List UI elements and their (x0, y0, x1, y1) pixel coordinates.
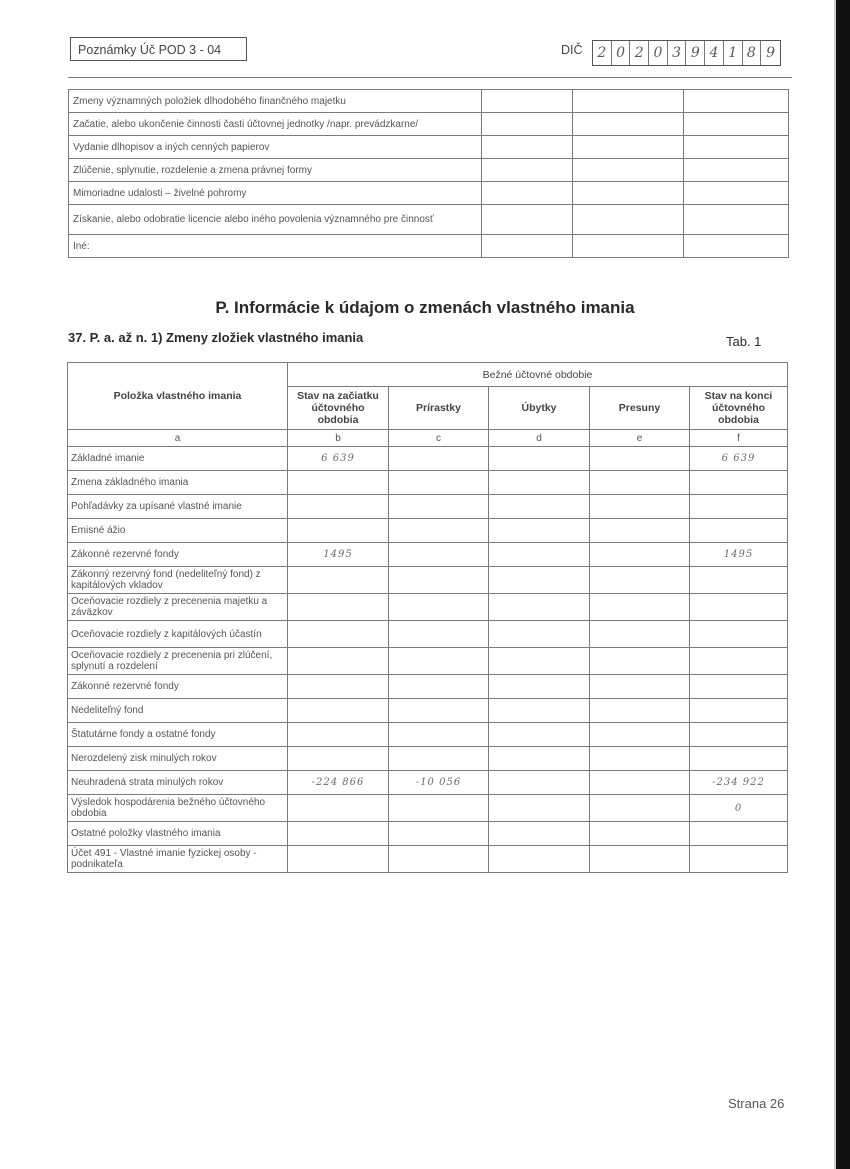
equity-cell-c (389, 543, 489, 567)
events-label: Mimoriadne udalosti – živelné pohromy (69, 182, 482, 205)
equity-row-label: Oceňovacie rozdiely z precenenia pri zlúčení, splynutí a rozdelení (68, 648, 288, 675)
equity-cell-b (288, 795, 389, 822)
dic-digit: 9 (686, 41, 705, 65)
dic-digit: 3 (668, 41, 687, 65)
events-cell (573, 205, 684, 235)
equity-cell-b (288, 675, 389, 699)
equity-row (68, 447, 788, 471)
letter-d: d (489, 430, 590, 447)
equity-cell-e (590, 648, 690, 675)
dic-label: DIČ (561, 43, 583, 57)
equity-cell-c (389, 699, 489, 723)
equity-row-label: Oceňovacie rozdiely z kapitálových účastín (68, 621, 288, 648)
events-cell (573, 113, 684, 136)
equity-cell-c (389, 795, 489, 822)
dic-digit: 0 (649, 41, 668, 65)
events-row (69, 205, 789, 235)
equity-row (68, 747, 788, 771)
events-cell (482, 113, 573, 136)
equity-cell-d (489, 648, 590, 675)
letter-row (68, 430, 788, 447)
equity-cell-d (489, 447, 590, 471)
equity-cell-c (389, 447, 489, 471)
equity-cell-c (389, 495, 489, 519)
equity-cell-b (288, 621, 389, 648)
equity-row (68, 471, 788, 495)
equity-row-label: Účet 491 - Vlastné imanie fyzickej osoby - podnikateľa (68, 846, 288, 873)
equity-row (68, 594, 788, 621)
equity-cell-c (389, 822, 489, 846)
events-table (68, 89, 789, 258)
equity-cell-d (489, 846, 590, 873)
equity-cell-c (389, 747, 489, 771)
header-col-e: Presuny (590, 387, 690, 430)
events-row (69, 182, 789, 205)
equity-cell-e (590, 675, 690, 699)
equity-cell-d (489, 795, 590, 822)
events-cell (573, 235, 684, 258)
equity-cell-b (288, 471, 389, 495)
equity-cell-e (590, 471, 690, 495)
equity-cell-e (590, 747, 690, 771)
equity-row-label: Nerozdelený zisk minulých rokov (68, 747, 288, 771)
equity-cell-c (389, 519, 489, 543)
equity-row (68, 846, 788, 873)
events-cell (684, 113, 789, 136)
equity-cell-e (590, 495, 690, 519)
equity-cell-d (489, 771, 590, 795)
equity-cell-d (489, 621, 590, 648)
equity-cell-e (590, 519, 690, 543)
equity-row-label: Výsledok hospodárenia bežného účtovného obdobia (68, 795, 288, 822)
events-row (69, 136, 789, 159)
equity-cell-e (590, 699, 690, 723)
events-cell (482, 159, 573, 182)
equity-cell-d (489, 471, 590, 495)
events-cell (482, 205, 573, 235)
equity-row-label: Základné imanie (68, 447, 288, 471)
equity-cell-f (690, 567, 788, 594)
equity-row (68, 648, 788, 675)
events-cell (573, 182, 684, 205)
events-cell (573, 90, 684, 113)
page-number: Strana 26 (728, 1096, 785, 1111)
equity-cell-d (489, 699, 590, 723)
events-cell (573, 136, 684, 159)
events-cell (684, 235, 789, 258)
section-subtitle: 37. P. a. až n. 1) Zmeny zložiek vlastného imania (68, 330, 364, 345)
header-divider (68, 77, 792, 78)
section-title: P. Informácie k údajom o zmenách vlastného imania (215, 298, 635, 317)
events-cell (482, 182, 573, 205)
equity-cell-c (389, 846, 489, 873)
equity-cell-f: 0 (690, 795, 788, 822)
equity-cell-b (288, 594, 389, 621)
equity-row (68, 699, 788, 723)
equity-cell-e (590, 846, 690, 873)
equity-cell-b (288, 723, 389, 747)
table-number: Tab. 1 (726, 334, 762, 349)
header-item: Položka vlastného imania (68, 363, 288, 430)
equity-cell-d (489, 594, 590, 621)
equity-cell-d (489, 723, 590, 747)
dic-digit: 1 (724, 41, 743, 65)
events-label: Zlúčenie, splynutie, rozdelenie a zmena právnej formy (69, 159, 482, 182)
equity-row-label: Zmena základného imania (68, 471, 288, 495)
equity-row (68, 771, 788, 795)
events-cell (684, 136, 789, 159)
equity-cell-b (288, 567, 389, 594)
dic-digit: 8 (743, 41, 762, 65)
equity-row-label: Zákonný rezervný fond (nedeliteľný fond) z kapitálových vkladov (68, 567, 288, 594)
header-col-d: Úbytky (489, 387, 590, 430)
equity-row (68, 495, 788, 519)
events-cell (684, 182, 789, 205)
equity-row (68, 723, 788, 747)
header-col-b: Stav na začiatku účtovného obdobia (288, 387, 389, 430)
dic-digit: 4 (705, 41, 724, 65)
equity-row-label: Oceňovacie rozdiely z precenenia majetku a záväzkov (68, 594, 288, 621)
equity-cell-d (489, 567, 590, 594)
events-cell (684, 90, 789, 113)
equity-cell-c (389, 594, 489, 621)
equity-row-label: Zákonné rezervné fondy (68, 543, 288, 567)
events-label: Začatie, alebo ukončenie činnosti časti účtovnej jednotky /napr. prevádzkarne/ (69, 113, 482, 136)
equity-cell-f (690, 519, 788, 543)
equity-cell-e (590, 723, 690, 747)
letter-a: a (68, 430, 288, 447)
equity-cell-f (690, 675, 788, 699)
events-cell (684, 205, 789, 235)
equity-cell-f (690, 648, 788, 675)
equity-cell-f: 1495 (690, 543, 788, 567)
equity-cell-c (389, 675, 489, 699)
letter-e: e (590, 430, 690, 447)
equity-row (68, 822, 788, 846)
equity-cell-f (690, 594, 788, 621)
equity-cell-f (690, 822, 788, 846)
equity-cell-d (489, 519, 590, 543)
equity-row-label: Pohľadávky za upísané vlastné imanie (68, 495, 288, 519)
equity-cell-c: -10 056 (389, 771, 489, 795)
events-row (69, 113, 789, 136)
events-row (69, 90, 789, 113)
equity-cell-f (690, 471, 788, 495)
equity-cell-f: 6 639 (690, 447, 788, 471)
events-label: Získanie, alebo odobratie licencie alebo iného povolenia významného pre činnosť (69, 205, 482, 235)
equity-cell-e (590, 594, 690, 621)
equity-row-label: Ostatné položky vlastného imania (68, 822, 288, 846)
dic-boxes (592, 40, 781, 66)
equity-row (68, 675, 788, 699)
dic-digit: 9 (766, 45, 775, 61)
form-id-box: Poznámky Úč POD 3 - 04 (70, 37, 247, 61)
equity-row-label: Štatutárne fondy a ostatné fondy (68, 723, 288, 747)
equity-cell-b (288, 648, 389, 675)
equity-cell-c (389, 648, 489, 675)
equity-cell-d (489, 543, 590, 567)
events-label: Zmeny významných položiek dlhodobého finančného majetku (69, 90, 482, 113)
equity-row-label: Neuhradená strata minulých rokov (68, 771, 288, 795)
equity-cell-e (590, 543, 690, 567)
dic-digit: 2 (630, 41, 649, 65)
events-row (69, 235, 789, 258)
equity-cell-f (690, 621, 788, 648)
equity-cell-b: -224 866 (288, 771, 389, 795)
equity-row-label: Nedeliteľný fond (68, 699, 288, 723)
equity-cell-b: 6 639 (288, 447, 389, 471)
equity-cell-e (590, 621, 690, 648)
equity-row (68, 795, 788, 822)
dic-digit: 2 (593, 41, 612, 65)
equity-cell-e (590, 795, 690, 822)
equity-cell-b (288, 699, 389, 723)
equity-cell-d (489, 822, 590, 846)
equity-cell-c (389, 471, 489, 495)
header-period: Bežné účtovné obdobie (288, 363, 788, 387)
events-cell (684, 159, 789, 182)
events-label: Iné: (69, 235, 482, 258)
equity-cell-d (489, 495, 590, 519)
equity-cell-e (590, 771, 690, 795)
equity-cell-f (690, 495, 788, 519)
equity-cell-f (690, 699, 788, 723)
events-cell (573, 159, 684, 182)
equity-cell-e (590, 822, 690, 846)
events-cell (482, 235, 573, 258)
equity-cell-f (690, 723, 788, 747)
equity-cell-c (389, 723, 489, 747)
equity-cell-b: 1495 (288, 543, 389, 567)
equity-cell-e (590, 567, 690, 594)
equity-row-label: Emisné ážio (68, 519, 288, 543)
equity-cell-e (590, 447, 690, 471)
equity-cell-d (489, 747, 590, 771)
events-label: Vydanie dlhopisov a iných cenných papierov (69, 136, 482, 159)
equity-cell-c (389, 621, 489, 648)
equity-cell-b (288, 822, 389, 846)
letter-f: f (690, 430, 788, 447)
equity-row (68, 519, 788, 543)
equity-row (68, 543, 788, 567)
scan-border-highlight (834, 0, 836, 1169)
equity-cell-f (690, 747, 788, 771)
equity-row-label: Zákonné rezervné fondy (68, 675, 288, 699)
header-col-f: Stav na konci účtovného obdobia (690, 387, 788, 430)
events-cell (482, 136, 573, 159)
equity-row (68, 621, 788, 648)
equity-cell-b (288, 747, 389, 771)
equity-cell-f: -234 922 (690, 771, 788, 795)
equity-cell-b (288, 846, 389, 873)
equity-cell-c (389, 567, 489, 594)
dic-digit: 0 (612, 41, 631, 65)
equity-table (67, 362, 788, 873)
equity-cell-b (288, 495, 389, 519)
equity-row (68, 567, 788, 594)
events-row (69, 159, 789, 182)
scan-border (836, 0, 850, 1169)
events-cell (482, 90, 573, 113)
letter-b: b (288, 430, 389, 447)
equity-cell-b (288, 519, 389, 543)
letter-c: c (389, 430, 489, 447)
header-col-c: Prírastky (389, 387, 489, 430)
equity-cell-d (489, 675, 590, 699)
equity-cell-f (690, 846, 788, 873)
